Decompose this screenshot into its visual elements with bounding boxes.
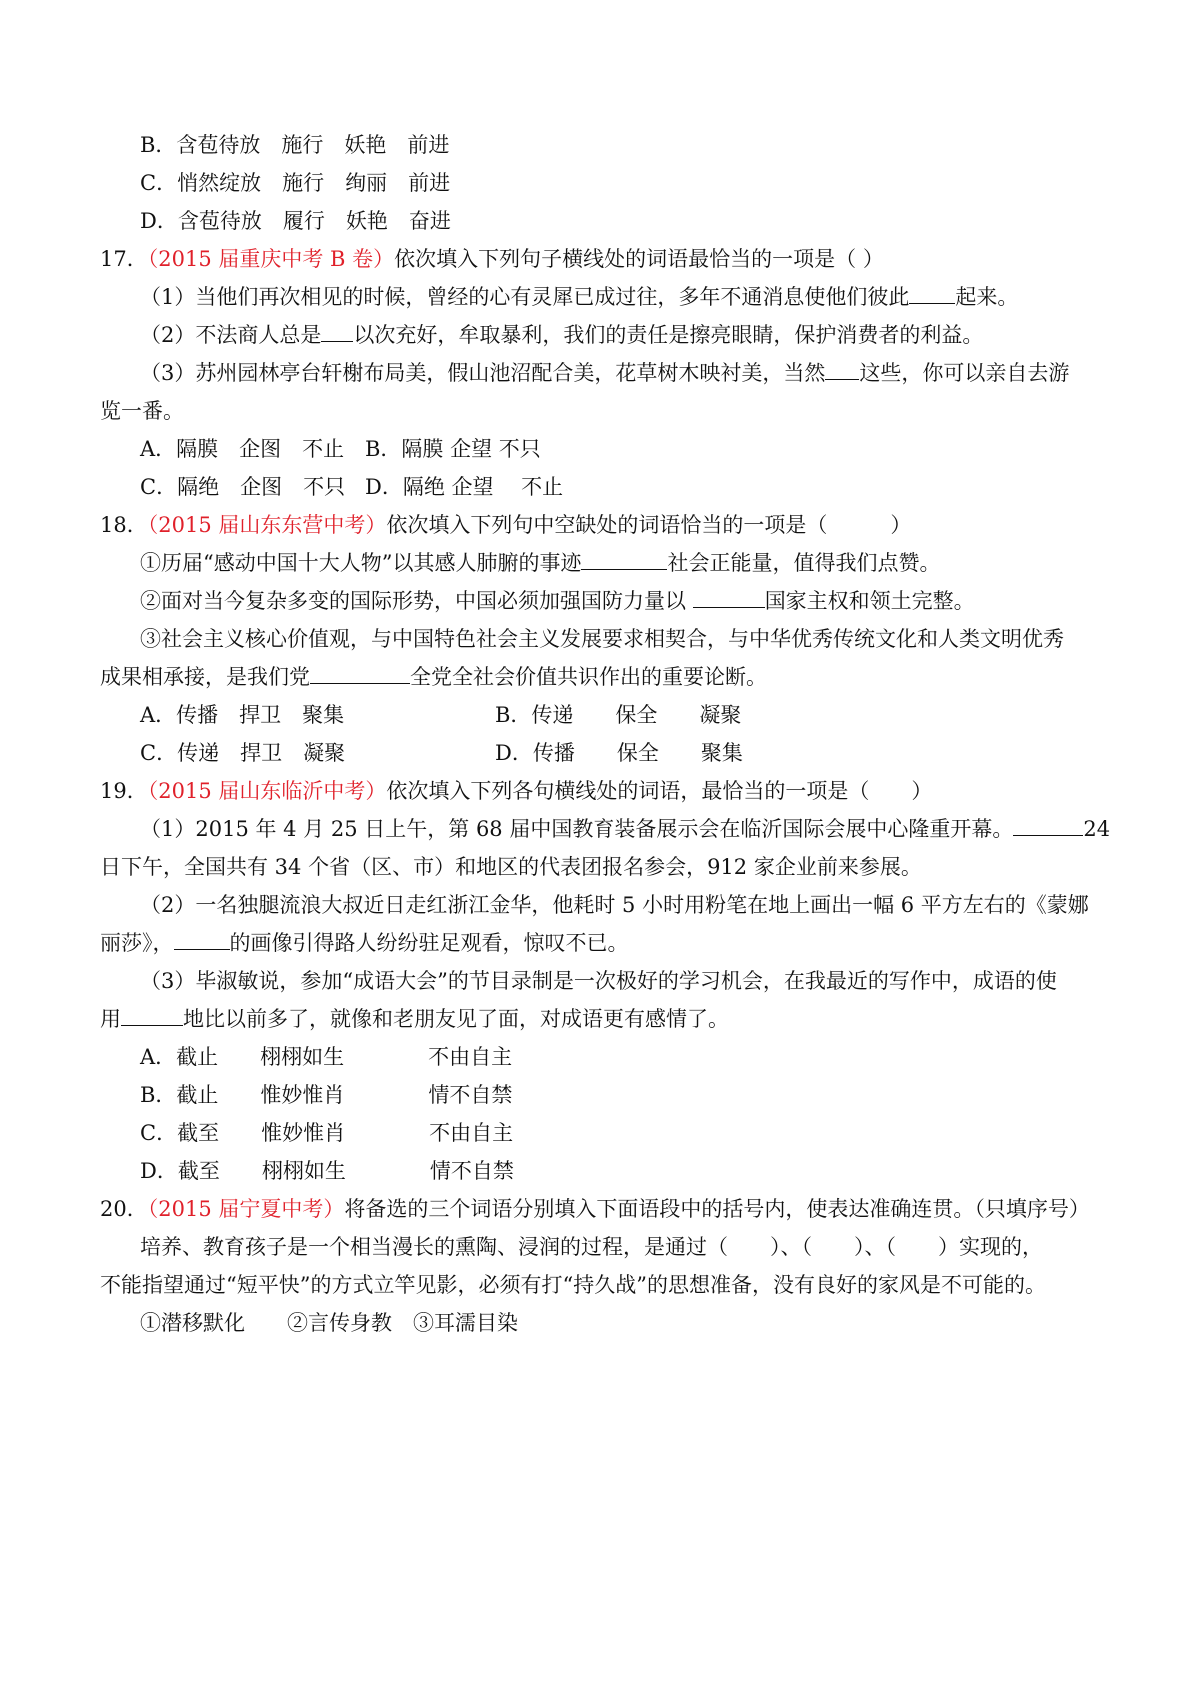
blank bbox=[174, 931, 230, 950]
q17-header bbox=[100, 244, 884, 274]
q19-option-a: A．截止 栩栩如生 不由自主 bbox=[140, 1045, 513, 1069]
question-stem: 依次填入下列各句横线处的词语，最恰当的一项是（ ） bbox=[386, 779, 933, 803]
q20-paragraph-2: 不能指望通过“短平快”的方式立竿见影，必须有打“持久战”的思想准备，没有良好的家风是不可能的。 bbox=[100, 1273, 1046, 1297]
q18-option-c: C．传递 捍卫 凝聚 bbox=[140, 741, 346, 765]
q19-sentence-1: （1）2015 年 4 月 25 日上午，第 68 届中国教育装备展示会在临沂国际会展中心隆重开幕。 24 bbox=[140, 817, 1111, 841]
q18-sentence-2: ②面对当今复杂多变的国际形势，中国必须加强国防力量以 国家主权和领土完整。 bbox=[140, 589, 975, 613]
blank bbox=[121, 1007, 183, 1026]
blank bbox=[321, 323, 353, 342]
question-number: 19． bbox=[100, 779, 148, 803]
question-source: （2015 届山东临沂中考） bbox=[147, 779, 387, 803]
q18-sentence-3-cont: 成果相承接，是我们党 全党全社会价值共识作出的重要论断。 bbox=[100, 665, 767, 689]
q18-header bbox=[100, 510, 911, 540]
question-stem: 将备选的三个词语分别填入下面语段中的括号内，使表达准确连贯。（只填序号） bbox=[344, 1197, 1090, 1221]
q19-header bbox=[100, 776, 932, 806]
q17-option-a: A．隔膜 企图 不止 bbox=[140, 437, 345, 461]
q18-sentence-3: ③社会主义核心价值观，与中国特色社会主义发展要求相契合，与中华优秀传统文化和人类文明优秀 bbox=[140, 627, 1064, 651]
q17-sentence-3: （3）苏州园林亭台轩榭布局美，假山池沼配合美，花草树木映衬美，当然 这些，你可以亲自去游 bbox=[140, 361, 1070, 385]
q17-option-d: D．隔绝 企望 不止 bbox=[365, 475, 564, 499]
q19-sentence-2-cont: 丽莎》， 的画像引得路人纷纷驻足观看，惊叹不已。 bbox=[100, 931, 629, 955]
blank bbox=[1013, 817, 1083, 836]
q19-sentence-3: （3）毕淑敏说，参加“成语大会”的节目录制是一次极好的学习机会，在我最近的写作中，成语的使 bbox=[140, 969, 1057, 993]
blank bbox=[693, 589, 765, 608]
q16-option-d: D．含苞待放 履行 妖艳 奋进 bbox=[140, 209, 451, 233]
question-number: 20． bbox=[100, 1197, 148, 1221]
q17-sentence-2: （2）不法商人总是 以次充好，牟取暴利，我们的责任是擦亮眼睛，保护消费者的利益。 bbox=[140, 323, 984, 347]
q19-sentence-3-cont: 用 地比以前多了，就像和老朋友见了面，对成语更有感情了。 bbox=[100, 1007, 729, 1031]
q20-choices: ①潜移默化 ②言传身教 ③耳濡目染 bbox=[140, 1311, 518, 1335]
blank bbox=[825, 361, 859, 380]
q18-option-b: B．传递 保全 凝聚 bbox=[495, 703, 742, 727]
blank bbox=[581, 551, 667, 570]
question-number: 17． bbox=[100, 247, 148, 271]
question-source: （2015 届重庆中考 B 卷） bbox=[147, 247, 395, 271]
blank bbox=[909, 285, 955, 304]
q19-option-b: B．截止 惟妙惟肖 情不自禁 bbox=[140, 1083, 513, 1107]
q18-option-a: A．传播 捍卫 聚集 bbox=[140, 703, 345, 727]
question-stem: 依次填入下列句子横线处的词语最恰当的一项是（ ） bbox=[394, 247, 884, 271]
q20-paragraph-1: 培养、教育孩子是一个相当漫长的熏陶、浸润的过程，是通过（ ）、（ ）、（ ）实现的， bbox=[140, 1235, 1043, 1259]
q19-option-c: C．截至 惟妙惟肖 不由自主 bbox=[140, 1121, 514, 1145]
q19-option-d: D．截至 栩栩如生 情不自禁 bbox=[140, 1159, 514, 1183]
q19-sentence-2: （2）一名独腿流浪大叔近日走红浙江金华，他耗时 5 小时用粉笔在地上画出一幅 6 平方左右的《蒙娜 bbox=[140, 893, 1089, 917]
q17-option-c: C．隔绝 企图 不只 bbox=[140, 475, 346, 499]
question-source: （2015 届山东东营中考） bbox=[147, 513, 387, 537]
q19-sentence-1-cont: 日下午，全国共有 34 个省（区、市）和地区的代表团报名参会，912 家企业前来参展。 bbox=[100, 855, 922, 879]
q17-sentence-1: （1）当他们再次相见的时候，曾经的心有灵犀已成过往，多年不通消息使他们彼此 起来。 bbox=[140, 285, 1019, 309]
q16-option-b: B．含苞待放 施行 妖艳 前进 bbox=[140, 133, 450, 157]
question-number: 18． bbox=[100, 513, 148, 537]
blank bbox=[310, 665, 410, 684]
q17-sentence-3-cont: 览一番。 bbox=[100, 399, 184, 423]
question-stem: 依次填入下列句中空缺处的词语恰当的一项是（ ） bbox=[386, 513, 912, 537]
q16-option-c: C．悄然绽放 施行 绚丽 前进 bbox=[140, 171, 451, 195]
q20-header bbox=[100, 1194, 1090, 1224]
q18-option-d: D．传播 保全 聚集 bbox=[495, 741, 743, 765]
question-source: （2015 届宁夏中考） bbox=[147, 1197, 345, 1221]
q17-option-b: B．隔膜 企望 不只 bbox=[365, 437, 541, 461]
q18-sentence-1: ①历届“感动中国十大人物”以其感人肺腑的事迹 社会正能量，值得我们点赞。 bbox=[140, 551, 941, 575]
